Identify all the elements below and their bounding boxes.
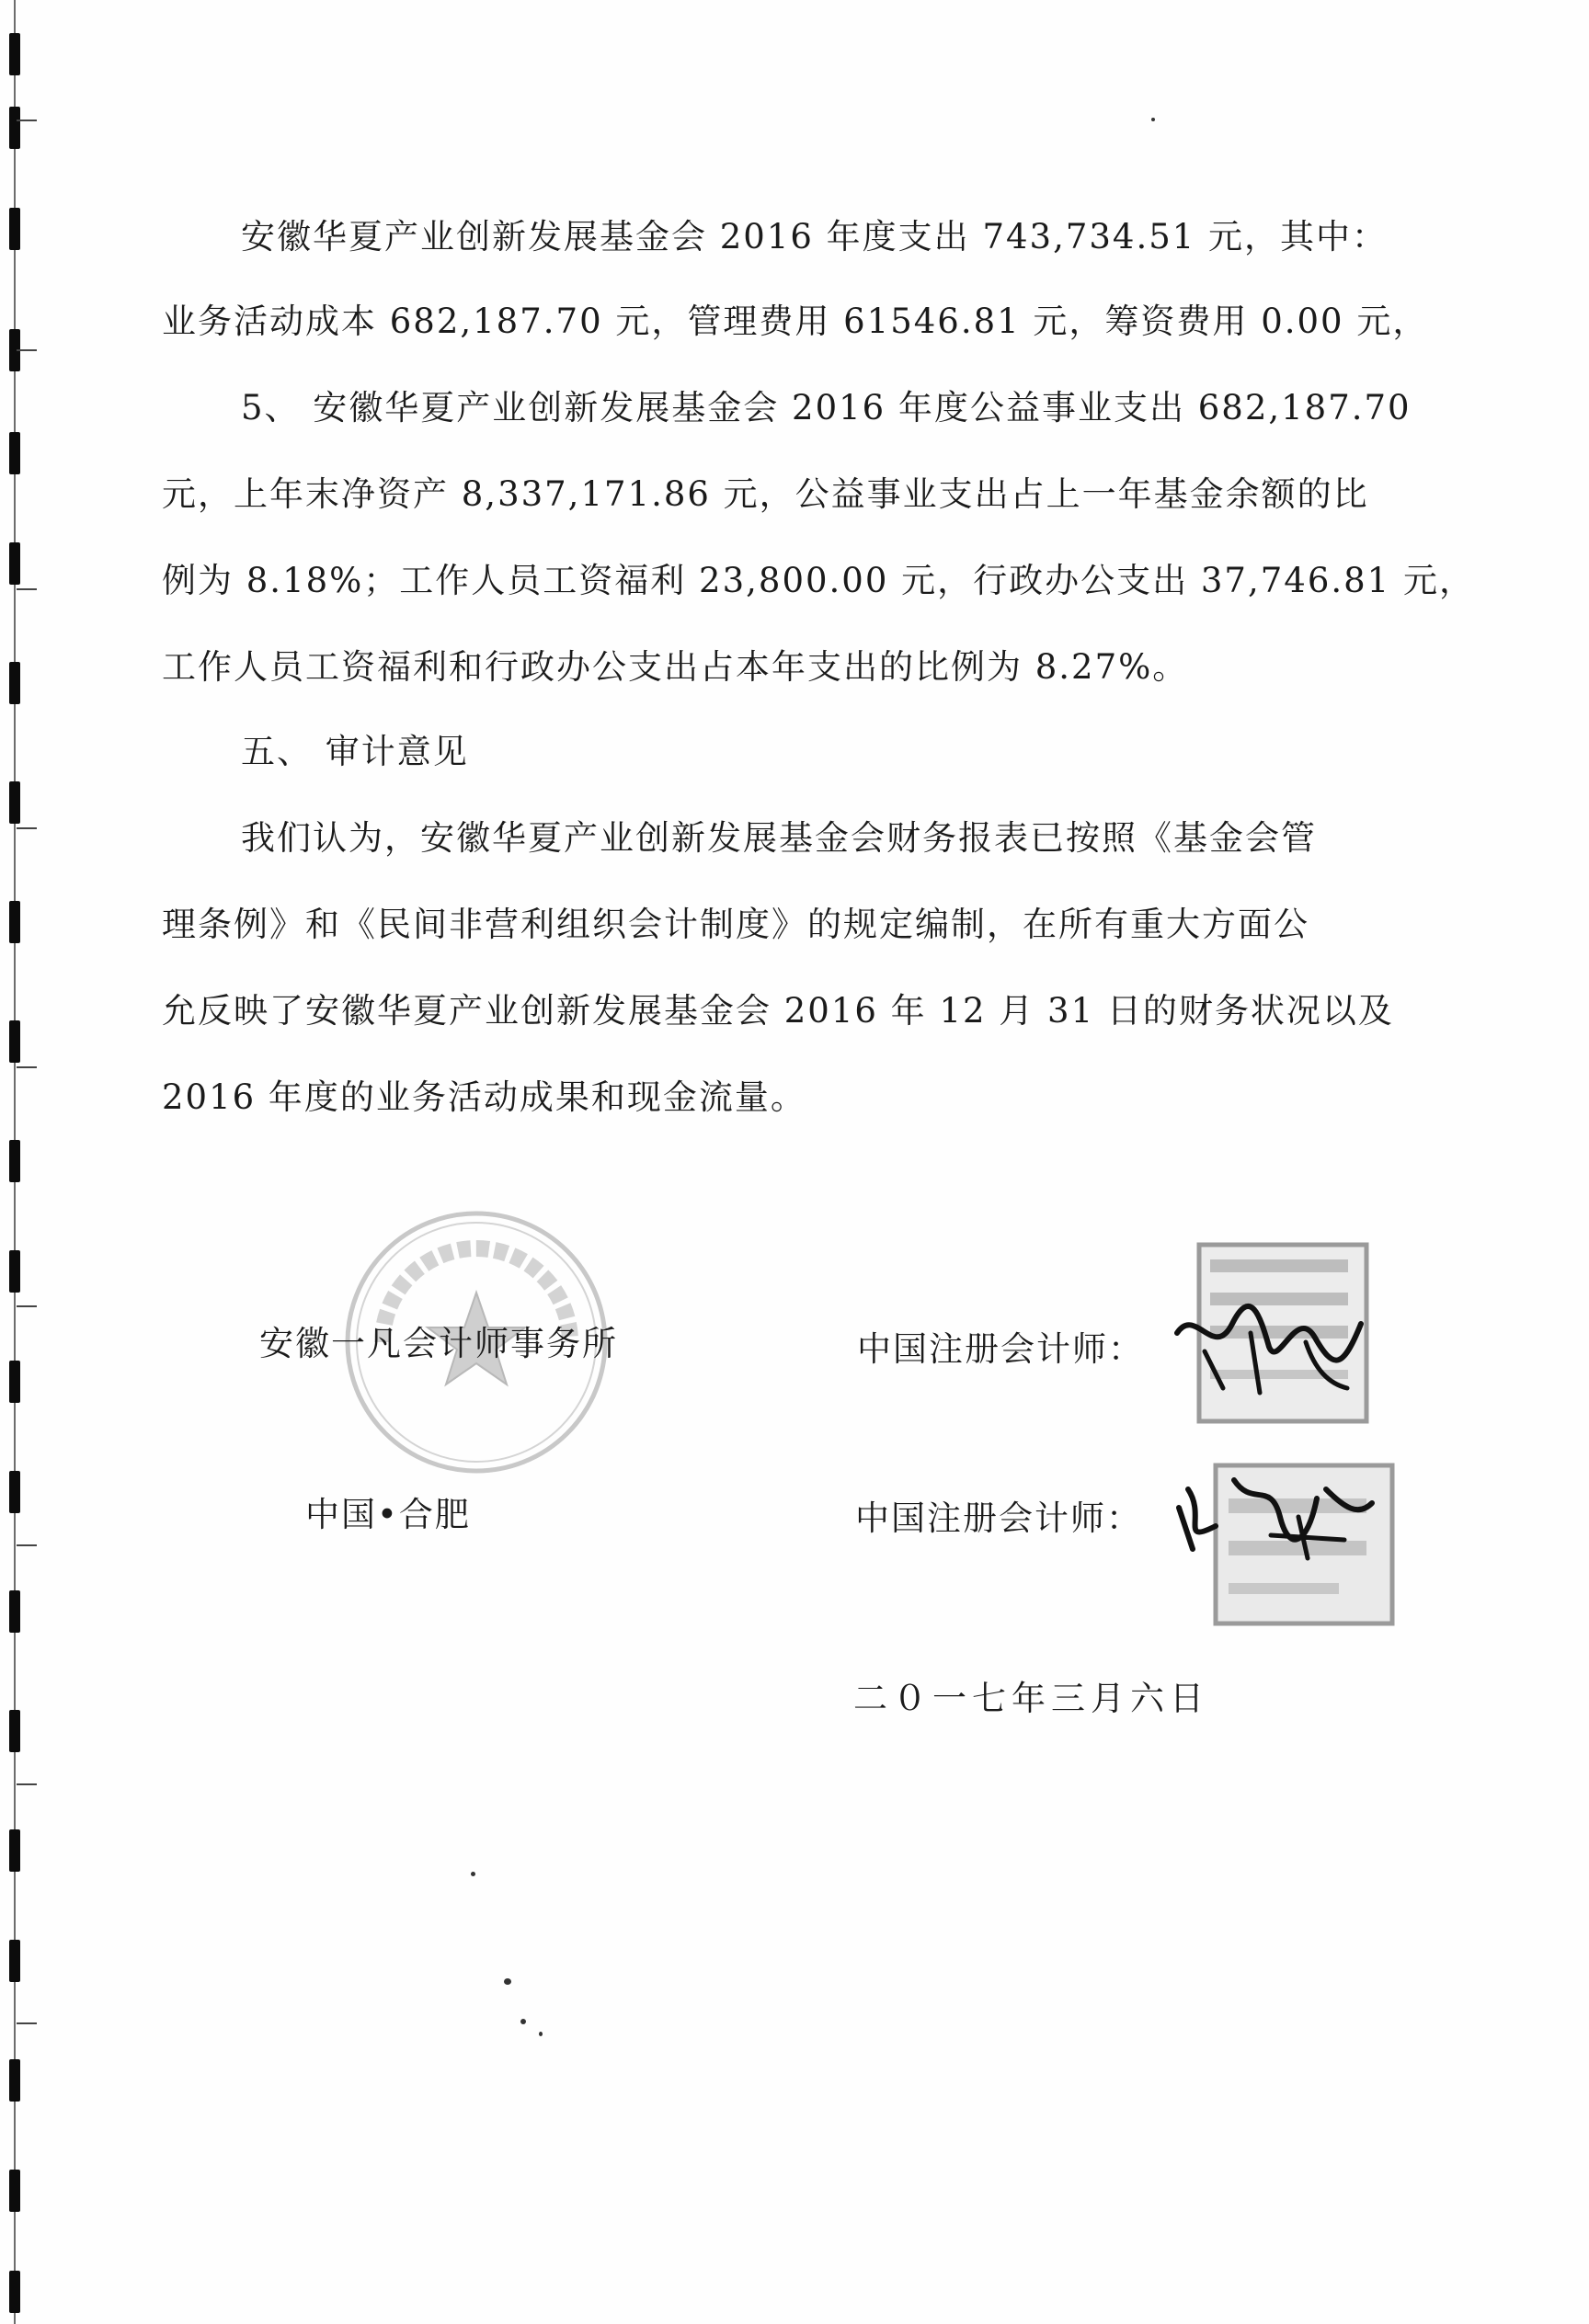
binding-hole bbox=[9, 1829, 20, 1872]
cpa-label-2: 中国注册会计师： bbox=[855, 1498, 1142, 1538]
binding-tick bbox=[17, 827, 37, 829]
firm-location: 中国•合肥 bbox=[305, 1495, 471, 1534]
p3-line-2: 理条例》和《民间非营利组织会计制度》的规定编制，在所有重大方面公 bbox=[162, 905, 1309, 944]
binding-hole bbox=[9, 1361, 20, 1403]
report-date: 二０一七年三月六日 bbox=[853, 1679, 1209, 1718]
binding-hole bbox=[9, 1140, 20, 1182]
p2-line-4: 工作人员工资福利和行政办公支出占本年支出的比例为 8.27%。 bbox=[162, 647, 1189, 687]
binding-hole bbox=[9, 2059, 20, 2102]
p3-line-3: 允反映了安徽华夏产业创新发展基金会 2016 年 12 月 31 日的财务状况以及 bbox=[162, 991, 1394, 1031]
binding-hole bbox=[9, 208, 20, 250]
binding-tick bbox=[17, 349, 37, 351]
binding-hole bbox=[9, 1710, 20, 1752]
binding-hole bbox=[9, 1590, 20, 1633]
speck bbox=[520, 2019, 526, 2024]
p3-line-4: 2016 年度的业务活动成果和现金流量。 bbox=[162, 1077, 806, 1117]
binding-tick bbox=[17, 588, 37, 590]
binding-hole bbox=[9, 1471, 20, 1513]
binding-hole bbox=[9, 542, 20, 585]
binding-strip bbox=[0, 0, 40, 2324]
p2-line-1: 5、 安徽华夏产业创新发展基金会 2016 年度公益事业支出 682,187.70 bbox=[241, 388, 1412, 427]
cpa-signature-2 bbox=[1160, 1462, 1381, 1572]
binding-hole bbox=[9, 1940, 20, 1982]
binding-hole bbox=[9, 2271, 20, 2313]
binding-tick bbox=[17, 1066, 37, 1068]
binding-tick bbox=[17, 120, 37, 121]
cpa-signature-1 bbox=[1168, 1296, 1370, 1407]
p3-line-1: 我们认为，安徽华夏产业创新发展基金会财务报表已按照《基金会管 bbox=[241, 818, 1317, 858]
p2-line-3: 例为 8.18%；工作人员工资福利 23,800.00 元，行政办公支出 37,746.81 元， bbox=[162, 561, 1475, 600]
binding-hole bbox=[9, 432, 20, 474]
section-heading: 五、 审计意见 bbox=[241, 732, 469, 771]
speck bbox=[1151, 118, 1155, 121]
binding-tick bbox=[17, 1305, 37, 1307]
p1-line-1: 安徽华夏产业创新发展基金会 2016 年度支出 743,734.51 元，其中： bbox=[241, 217, 1389, 256]
p2-line-2: 元，上年末净资产 8,337,171.86 元，公益事业支出占上一年基金余额的比 bbox=[162, 474, 1369, 514]
binding-tick bbox=[17, 1544, 37, 1546]
binding-hole bbox=[9, 2170, 20, 2212]
speck bbox=[471, 1872, 475, 1876]
binding-hole bbox=[9, 1250, 20, 1293]
binding-tick bbox=[17, 1783, 37, 1785]
binding-hole bbox=[9, 781, 20, 824]
binding-hole bbox=[9, 662, 20, 704]
binding-hole bbox=[9, 33, 20, 75]
firm-name: 安徽一凡会计师事务所 bbox=[259, 1324, 618, 1363]
speck bbox=[539, 2032, 543, 2036]
cpa-label-1: 中国注册会计师： bbox=[857, 1329, 1144, 1369]
binding-tick bbox=[17, 2022, 37, 2024]
binding-hole bbox=[9, 107, 20, 149]
speck bbox=[504, 1978, 511, 1985]
binding-hole bbox=[9, 1020, 20, 1063]
p1-line-2: 业务活动成本 682,187.70 元，管理费用 61546.81 元，筹资费用 0.00 元， bbox=[162, 302, 1429, 341]
binding-hole bbox=[9, 901, 20, 943]
